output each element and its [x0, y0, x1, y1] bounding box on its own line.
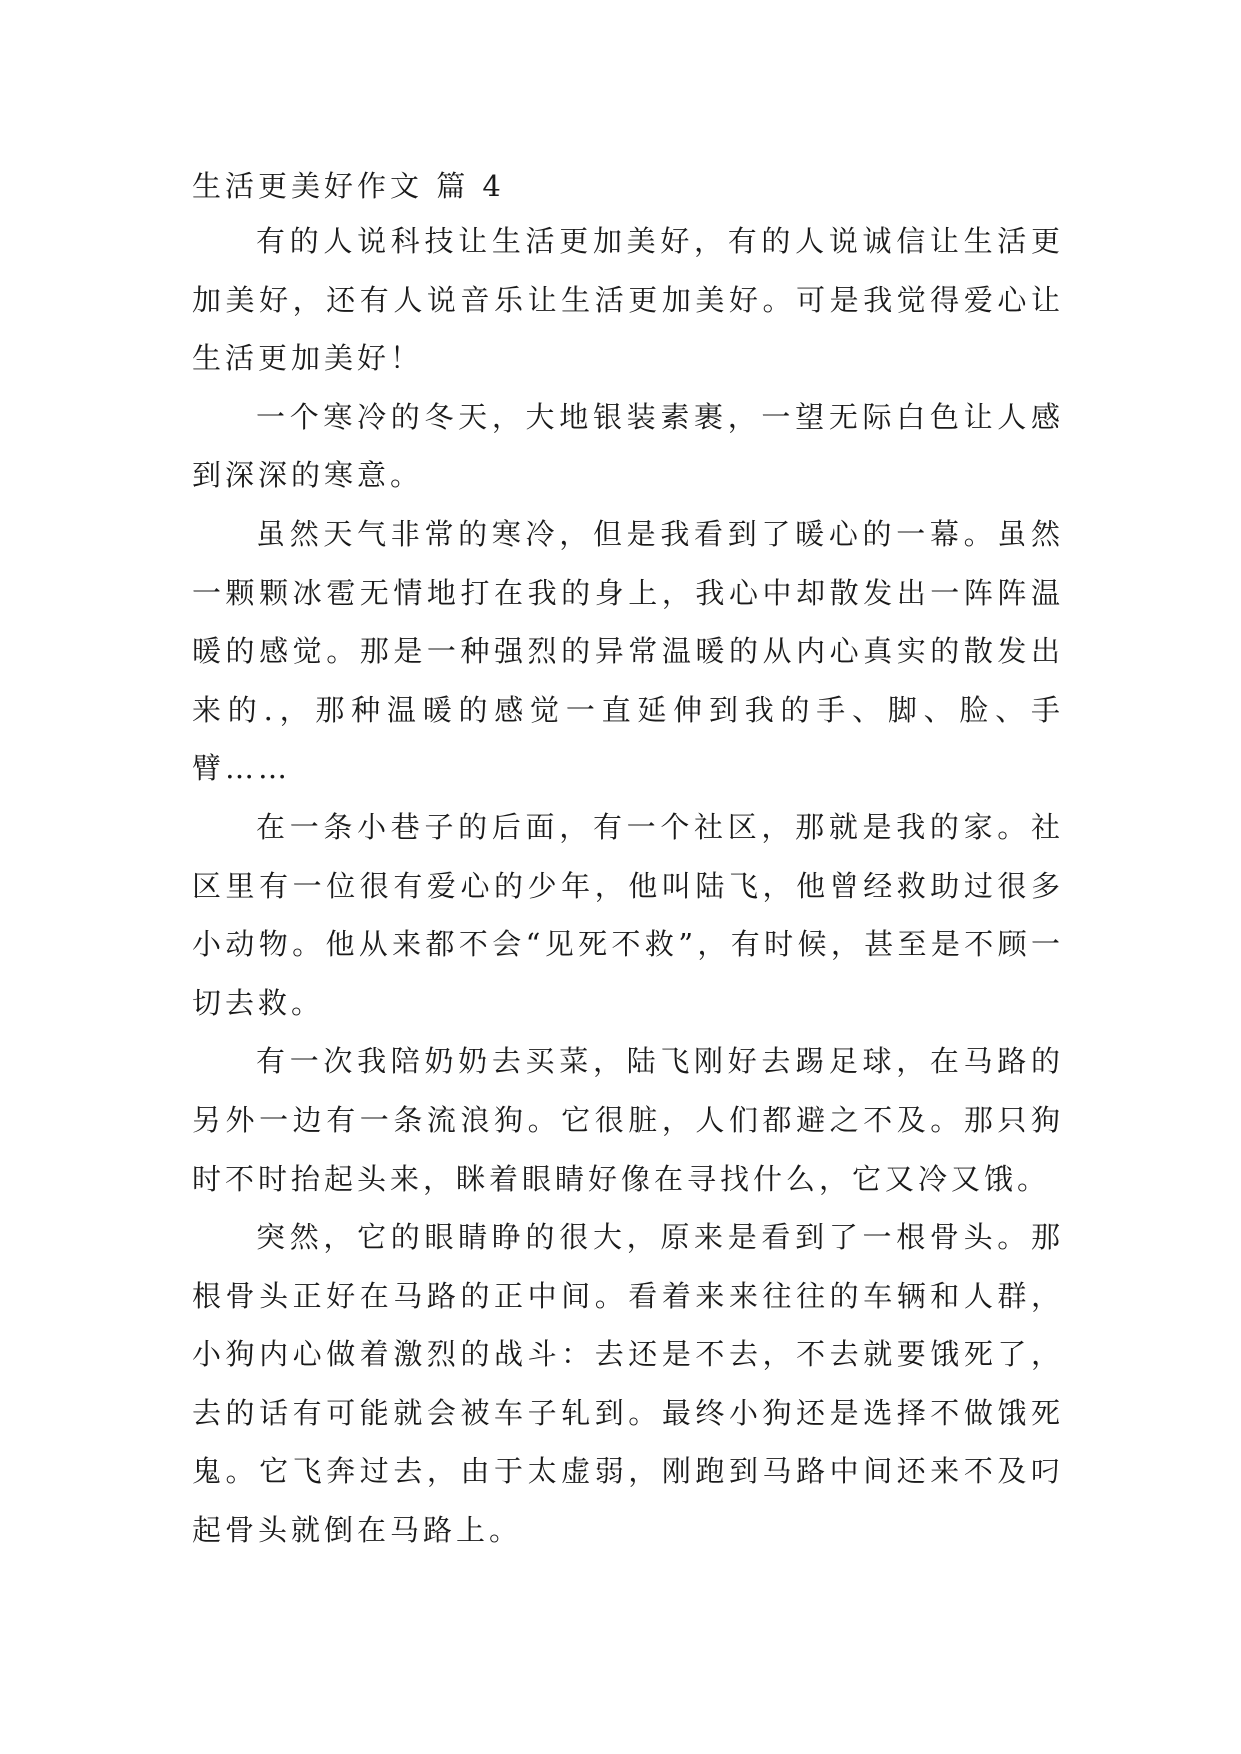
paragraph-4: 在一条小巷子的后面，有一个社区，那就是我的家。社区里有一位很有爱心的少年，他叫陆飞，他曾经救助过很多小动物。他从来都不会“见死不救”，有时候，甚至是不顾一切去救。 [192, 809, 1064, 1020]
document-body [192, 160, 1064, 1560]
paragraph-6: 突然，它的眼睛睁的很大，原来是看到了一根骨头。那根骨头正好在马路的正中间。看着来来往往的车辆和人群，小狗内心做着激烈的战斗：去还是不去，不去就要饿死了，去的话有可能就会被车子轧到。最终小狗还是选择不做饿死鬼。它飞奔过去，由于太虚弱，刚跑到马路中间还来不及叼起骨头就倒在马路上。 [192, 1220, 1064, 1548]
paragraph-1: 有的人说科技让生活更加美好，有的人说诚信让生活更加美好，还有人说音乐让生活更加美好。可是我觉得爱心让生活更加美好！ [192, 224, 1064, 376]
paragraph-2: 一个寒冷的冬天，大地银装素裹，一望无际白色让人感到深深的寒意。 [192, 399, 1064, 493]
document-title: 生活更美好作文 篇 4 [192, 169, 505, 203]
paragraph-5: 有一次我陪奶奶去买菜，陆飞刚好去踢足球，在马路的另外一边有一条流浪狗。它很脏，人们都避之不及。那只狗时不时抬起头来，眯着眼睛好像在寻找什么，它又冷又饿。 [192, 1044, 1064, 1196]
paragraph-3: 虽然天气非常的寒冷，但是我看到了暖心的一幕。虽然一颗颗冰雹无情地打在我的身上，我心中却散发出一阵阵温暖的感觉。那是一种强烈的异常温暖的从内心真实的散发出来的.，那种温暖的感觉一直延伸到我的手、脚、脸、手臂…… [192, 516, 1064, 786]
